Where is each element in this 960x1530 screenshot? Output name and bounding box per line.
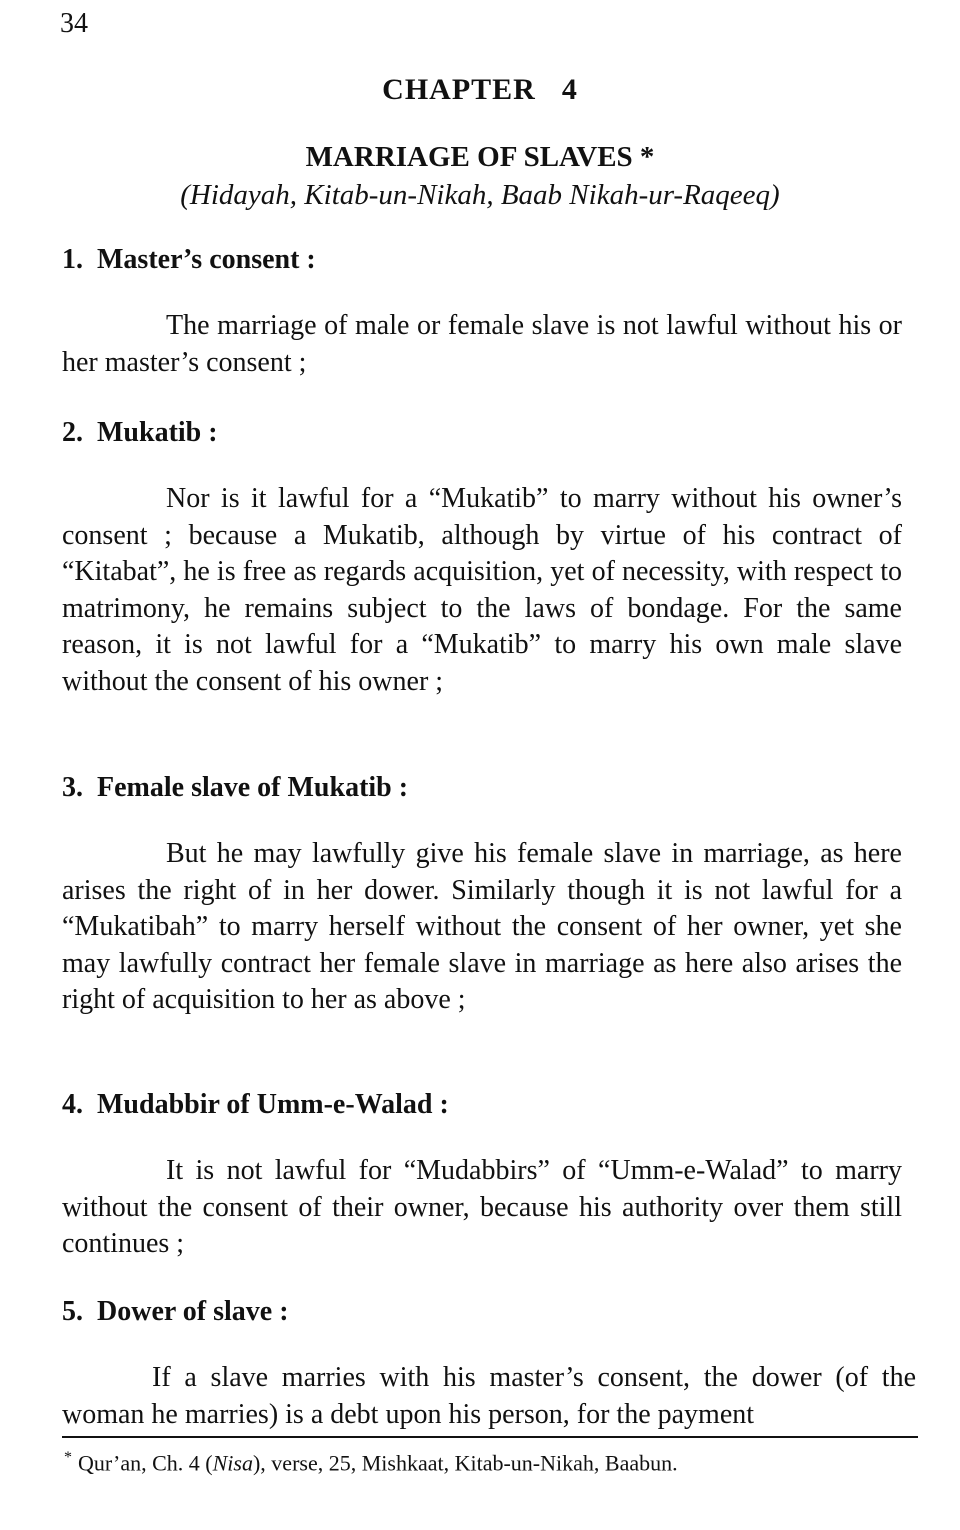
section-number: 2. — [62, 417, 83, 448]
section-heading — [62, 242, 902, 278]
section-number: 3. — [62, 772, 83, 803]
chapter-number: 4 — [561, 73, 578, 106]
section-female-slave-of-mukatib — [62, 770, 902, 1019]
footnote-mark: * — [64, 1449, 72, 1466]
section-mudabbir-of-umm-e-walad — [62, 1087, 902, 1263]
chapter-subtitle: (Hidayah, Kitab-un-Nikah, Baab Nikah-ur-Raqeeq) — [180, 179, 780, 211]
footnote-text-before: Qur’an, Ch. 4 ( — [78, 1450, 213, 1476]
section-paragraph: It is not lawful for “Mudabbirs” of “Umm-e-Walad” to marry without the consent of their owner, because his authority over them still continues ; — [62, 1155, 902, 1259]
section-paragraph: If a slave marries with his master’s consent, the dower (of the woman he marries) is a debt upon his person, for the payment — [62, 1362, 916, 1430]
section-heading — [62, 770, 902, 806]
section-heading — [62, 1087, 902, 1123]
section-number: 4. — [62, 1089, 83, 1120]
section-heading-text: Master’s consent : — [97, 244, 316, 275]
section-heading — [62, 415, 902, 451]
section-paragraph: The marriage of male or female slave is not lawful without his or her master’s consent ; — [62, 310, 902, 378]
footnote-divider — [62, 1436, 918, 1438]
section-heading — [62, 1294, 916, 1330]
section-heading-text: Dower of slave : — [97, 1296, 289, 1327]
section-mukatib — [62, 415, 902, 700]
chapter-label: CHAPTER — [382, 73, 536, 106]
footnote-text-after: ), verse, 25, Mishkaat, Kitab-un-Nikah, Baabun. — [252, 1450, 678, 1476]
section-heading-text: Mukatib : — [97, 417, 218, 448]
section-number: 5. — [62, 1296, 83, 1327]
section-heading-text: Mudabbir of Umm-e-Walad : — [97, 1089, 449, 1120]
section-paragraph: But he may lawfully give his female slave in marriage, as here arises the right of in her dower. Similarly though it is not lawful for a “Mukatibah” to marry herself without the consent of her owner, yet she may lawfully contract her female slave in marriage as here also arises the right of acquisition to her as above ; — [62, 838, 902, 1015]
footnote-text-italic: Nisa — [212, 1450, 253, 1476]
section-paragraph: Nor is it lawful for a “Mukatib” to marry without his owner’s consent ; because a Mukatib, although by virtue of his contract of “Kitabat”, he is free as regards acquisition, yet of necessity, with respect to matrimony, he remains subject to the laws of bondage. For the same reason, it is not lawful for a “Mukatib” to marry his own male slave without the consent of his owner ; — [62, 483, 902, 697]
section-masters-consent — [62, 242, 902, 381]
section-dower-of-slave — [62, 1294, 916, 1433]
section-heading-text: Female slave of Mukatib : — [97, 772, 409, 803]
chapter-heading — [0, 70, 960, 110]
page-number: 34 — [60, 8, 88, 39]
section-number: 1. — [62, 244, 83, 275]
footnote — [64, 1442, 678, 1479]
chapter-title: MARRIAGE OF SLAVES * — [305, 141, 655, 173]
